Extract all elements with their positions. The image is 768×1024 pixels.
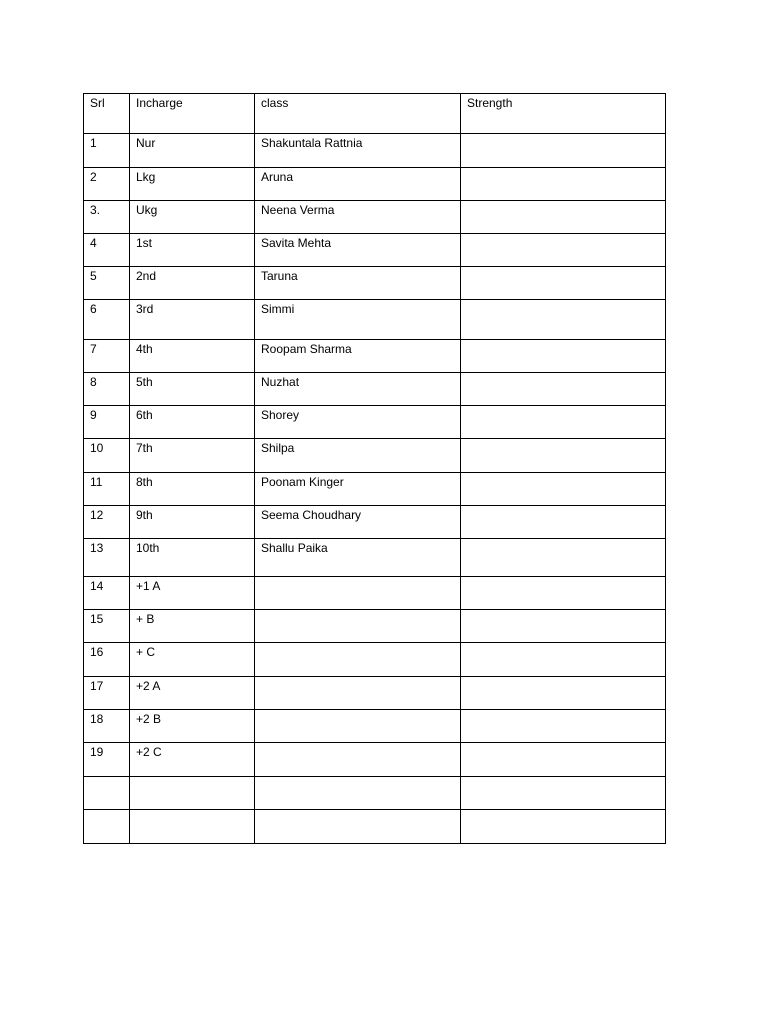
cell-class: Seema Choudhary <box>255 506 461 539</box>
cell-class <box>255 643 461 677</box>
cell-incharge: 2nd <box>130 267 255 300</box>
cell-srl: 15 <box>84 610 130 643</box>
cell-incharge: Ukg <box>130 201 255 234</box>
cell-incharge: 3rd <box>130 300 255 340</box>
table-row <box>84 406 666 439</box>
cell-strength <box>461 643 666 677</box>
cell-srl: 11 <box>84 473 130 506</box>
table-row <box>84 777 666 810</box>
table-header-row <box>84 94 666 134</box>
cell-incharge: 4th <box>130 340 255 373</box>
cell-srl <box>84 810 130 844</box>
cell-strength <box>461 473 666 506</box>
cell-srl: 7 <box>84 340 130 373</box>
cell-strength <box>461 777 666 810</box>
cell-srl: 1 <box>84 134 130 168</box>
cell-srl: 4 <box>84 234 130 267</box>
table-row <box>84 300 666 340</box>
table-row <box>84 373 666 406</box>
table-row <box>84 743 666 777</box>
cell-strength <box>461 406 666 439</box>
cell-srl: 10 <box>84 439 130 473</box>
cell-class: Shallu Paika <box>255 539 461 577</box>
cell-class <box>255 610 461 643</box>
cell-strength <box>461 267 666 300</box>
cell-strength <box>461 677 666 710</box>
cell-srl: 5 <box>84 267 130 300</box>
cell-class <box>255 577 461 610</box>
cell-class: Shakuntala Rattnia <box>255 134 461 168</box>
table-row <box>84 677 666 710</box>
table-row <box>84 810 666 844</box>
cell-class: Savita Mehta <box>255 234 461 267</box>
cell-class: Shilpa <box>255 439 461 473</box>
cell-srl: 16 <box>84 643 130 677</box>
cell-incharge: + B <box>130 610 255 643</box>
table-row <box>84 340 666 373</box>
cell-incharge: 6th <box>130 406 255 439</box>
cell-incharge: 9th <box>130 506 255 539</box>
cell-incharge: +1 A <box>130 577 255 610</box>
cell-strength <box>461 340 666 373</box>
cell-class <box>255 677 461 710</box>
table-row <box>84 473 666 506</box>
cell-incharge: +2 B <box>130 710 255 743</box>
cell-incharge: 10th <box>130 539 255 577</box>
cell-incharge: +2 A <box>130 677 255 710</box>
cell-incharge: Lkg <box>130 168 255 201</box>
cell-class <box>255 777 461 810</box>
table-row <box>84 234 666 267</box>
class-incharge-table <box>83 93 666 844</box>
cell-class <box>255 810 461 844</box>
cell-strength <box>461 373 666 406</box>
cell-class <box>255 710 461 743</box>
cell-incharge: 7th <box>130 439 255 473</box>
cell-strength <box>461 506 666 539</box>
cell-srl: 2 <box>84 168 130 201</box>
cell-srl: 12 <box>84 506 130 539</box>
cell-srl: 9 <box>84 406 130 439</box>
cell-incharge <box>130 810 255 844</box>
cell-incharge: Nur <box>130 134 255 168</box>
cell-srl: 8 <box>84 373 130 406</box>
cell-incharge: +2 C <box>130 743 255 777</box>
cell-strength <box>461 610 666 643</box>
cell-srl <box>84 777 130 810</box>
table-row <box>84 710 666 743</box>
cell-class: Taruna <box>255 267 461 300</box>
cell-strength <box>461 201 666 234</box>
table-row <box>84 134 666 168</box>
cell-class: Roopam Sharma <box>255 340 461 373</box>
cell-incharge <box>130 777 255 810</box>
cell-srl: 3. <box>84 201 130 234</box>
table-row <box>84 577 666 610</box>
cell-srl: 6 <box>84 300 130 340</box>
cell-srl: 18 <box>84 710 130 743</box>
cell-strength <box>461 810 666 844</box>
cell-class: Aruna <box>255 168 461 201</box>
cell-class <box>255 743 461 777</box>
cell-strength <box>461 710 666 743</box>
cell-strength <box>461 577 666 610</box>
cell-srl: 17 <box>84 677 130 710</box>
cell-srl: 13 <box>84 539 130 577</box>
cell-strength <box>461 439 666 473</box>
cell-class: Neena Verma <box>255 201 461 234</box>
cell-strength <box>461 743 666 777</box>
header-cell-class: class <box>255 94 461 134</box>
table-row <box>84 168 666 201</box>
cell-class: Simmi <box>255 300 461 340</box>
table-row <box>84 506 666 539</box>
cell-srl: 19 <box>84 743 130 777</box>
table-row <box>84 439 666 473</box>
cell-class: Poonam Kinger <box>255 473 461 506</box>
table-row <box>84 643 666 677</box>
cell-strength <box>461 168 666 201</box>
table-body <box>84 134 666 844</box>
cell-incharge: 1st <box>130 234 255 267</box>
table-row <box>84 201 666 234</box>
header-cell-strength: Strength <box>461 94 666 134</box>
table-row <box>84 610 666 643</box>
cell-strength <box>461 234 666 267</box>
cell-strength <box>461 300 666 340</box>
cell-incharge: 8th <box>130 473 255 506</box>
cell-strength <box>461 539 666 577</box>
header-cell-srl: Srl <box>84 94 130 134</box>
cell-srl: 14 <box>84 577 130 610</box>
cell-incharge: + C <box>130 643 255 677</box>
table-row <box>84 539 666 577</box>
cell-class: Shorey <box>255 406 461 439</box>
cell-class: Nuzhat <box>255 373 461 406</box>
cell-strength <box>461 134 666 168</box>
cell-incharge: 5th <box>130 373 255 406</box>
table-row <box>84 267 666 300</box>
header-cell-incharge: Incharge <box>130 94 255 134</box>
